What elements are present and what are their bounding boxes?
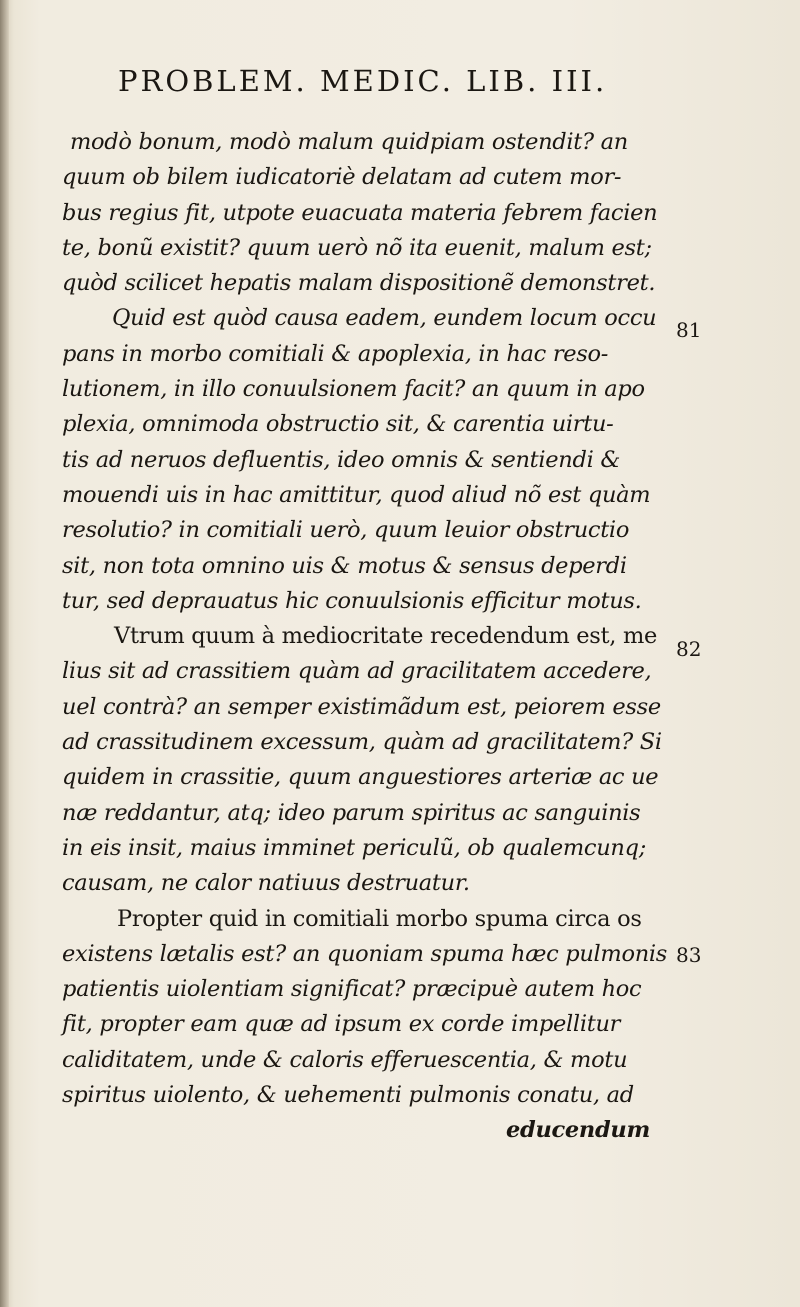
text-line: ad crassitudinem excessum, quàm ad gracilitatem? Si	[62, 729, 662, 756]
text-line: patientis uiolentiam significat? præcipuè autem hoc	[62, 976, 642, 1003]
text-line: fit, propter eam quæ ad ipsum ex corde impellitur	[62, 1011, 621, 1038]
text-line: causam, ne calor natiuus destruatur.	[62, 870, 470, 897]
text-line: lutionem, in illo conuulsionem facit? an quum in apo	[62, 376, 645, 403]
text-line: Vtrum quum à mediocritate recedendum est, me	[114, 623, 658, 650]
text-line: Propter quid in comitiali morbo spuma circa os	[117, 905, 642, 932]
text-line: resolutio? in comitiali uerò, quum leuior obstructio	[62, 517, 630, 544]
margin-number: 83	[676, 943, 702, 967]
running-head: PROBLEM. MEDIC. LIB. III.	[118, 64, 608, 98]
text-line: in eis insit, maius imminet periculũ, ob qualemcunq;	[62, 834, 647, 861]
text-line: lius sit ad crassitiem quàm ad gracilitatem accedere,	[62, 658, 652, 685]
text-line: tur, sed deprauatus hic conuulsionis efficitur motus.	[62, 587, 642, 614]
page-gutter	[0, 0, 9, 1307]
body-text	[62, 125, 668, 1149]
text-line: bus regius fit, utpote euacuata materia febrem facien	[62, 199, 658, 226]
text-line: existens lætalis est? an quoniam spuma hæc pulmonis	[62, 940, 668, 967]
text-line: pans in morbo comitiali & apoplexia, in hac reso-	[62, 340, 609, 367]
text-line: tis ad neruos defluentis, ideo omnis & sentiendi &	[62, 446, 621, 473]
margin-number: 81	[676, 318, 702, 342]
text-line: uel contrà? an semper existimãdum est, peiorem esse	[62, 693, 661, 720]
text-line: sit, non tota omnino uis & motus & sensus deperdi	[62, 552, 627, 579]
text-line: mouendi uis in hac amittitur, quod aliud nõ est quàm	[62, 481, 651, 508]
text-line: spiritus uiolento, & uehementi pulmonis conatu, ad	[62, 1082, 634, 1109]
text-line: plexia, omnimoda obstructio sit, & carentia uirtu-	[62, 411, 614, 438]
text-line: Quid est quòd causa eadem, eundem locum occu	[112, 305, 657, 332]
text-line: quum ob bilem iudicatoriè delatam ad cutem mor-	[62, 164, 622, 191]
text-line: caliditatem, unde & caloris efferuescentia, & motu	[62, 1046, 628, 1073]
text-line: quidem in crassitie, quum anguestiores arteriæ ac ue	[62, 764, 659, 791]
text-line: quòd scilicet hepatis malam dispositionẽ demonstret.	[62, 270, 656, 297]
text-line: modò bonum, modò malum quidpiam ostendit? an	[70, 129, 628, 155]
text-line: næ reddantur, atq; ideo parum spiritus ac sanguinis	[62, 799, 641, 826]
catchword: educendum	[506, 1117, 650, 1144]
margin-number: 82	[676, 637, 702, 661]
text-line: te, bonũ existit? quum uerò nõ ita euenit, malum est;	[62, 234, 652, 261]
